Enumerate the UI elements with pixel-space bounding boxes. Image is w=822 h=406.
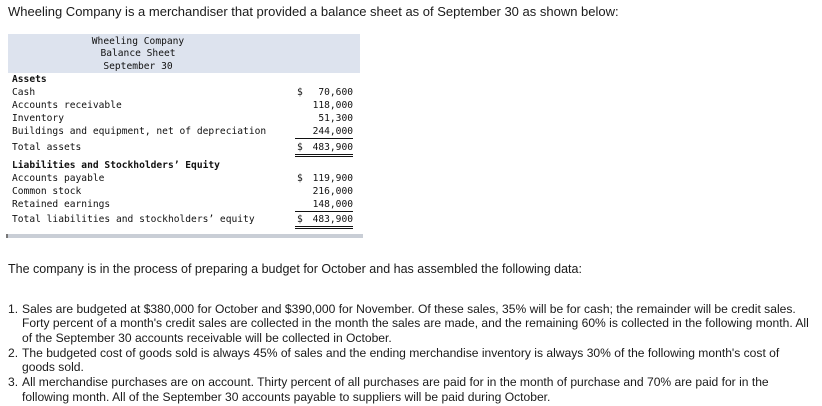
dollar-sign: $ (297, 87, 303, 98)
list-number: 2. (8, 345, 19, 360)
row-amount-total-liabilities (295, 213, 353, 229)
amount-value: 119,900 (312, 173, 353, 184)
list-item-text: Sales are budgeted at $380,000 for October and $390,000 for November. Of these sales, 35% will be for cash; the remainder will be credit sales. Forty percent of a month's credit sales are collected in the month the sales are made, and the remaining 60% is collected in the following month. All of the September 30 accounts receivable will be collected in October. (22, 302, 809, 345)
intro-text: Wheeling Company is a merchandiser that provided a balance sheet as of September 30 as shown below: (8, 4, 619, 19)
row-amount-inventory: 51,300 (318, 113, 353, 124)
row-label-total-assets: Total assets (12, 142, 82, 153)
list-item-text: The budgeted cost of goods sold is always 45% of sales and the ending merchandise inventory is always 30% of the following month's cost of goods sold. (22, 345, 780, 375)
liabilities-header: Liabilities and Stockholders’ Equity (12, 160, 220, 171)
row-label-common-stock: Common stock (12, 186, 82, 197)
row-amount-cash (295, 86, 353, 99)
row-amount-common-stock: 216,000 (312, 186, 353, 197)
table-bottom-bar (6, 234, 363, 238)
row-label-retained-earnings: Retained earnings (12, 199, 111, 210)
company-name: Wheeling Company (91, 36, 185, 47)
statement-date: September 30 (103, 61, 173, 72)
budget-paragraph: The company is in the process of preparing a budget for October and has assembled the following data: (8, 262, 582, 276)
row-label-accounts-payable: Accounts payable (12, 173, 105, 184)
data-list (8, 302, 814, 405)
amount-value: 483,900 (312, 214, 353, 225)
row-amount-buildings: 244,000 (295, 125, 353, 139)
dollar-sign: $ (297, 142, 303, 153)
statement-title: Balance Sheet (100, 48, 176, 59)
row-label-cash: Cash (12, 87, 36, 98)
dollar-sign: $ (297, 173, 303, 184)
amount-value: 70,600 (318, 87, 353, 98)
row-amount-accounts-payable (295, 172, 353, 185)
row-label-buildings: Buildings and equipment, net of depreciation (12, 126, 267, 137)
row-amount-retained-earnings: 148,000 (295, 198, 353, 212)
row-label-accounts-receivable: Accounts receivable (12, 100, 122, 111)
list-item (8, 302, 814, 345)
balance-sheet (8, 34, 360, 225)
assets-header: Assets (12, 74, 47, 85)
row-label-inventory: Inventory (12, 113, 64, 124)
list-number: 3. (8, 375, 19, 390)
dollar-sign: $ (297, 214, 303, 225)
balance-sheet-header (8, 34, 360, 73)
list-item (8, 346, 814, 375)
row-amount-accounts-receivable: 118,000 (312, 100, 353, 111)
list-item-text: All merchandise purchases are on account. Thirty percent of all purchases are paid for in the month of purchase and 70% are paid for in the following month. All of the September 30 accounts payable to suppliers will be paid during October. (22, 375, 769, 404)
list-item (8, 375, 814, 404)
list-number: 1. (8, 302, 19, 316)
amount-value: 483,900 (312, 142, 353, 153)
row-label-total-liabilities: Total liabilities and stockholders’ equity (12, 214, 255, 225)
row-amount-total-assets (295, 141, 353, 157)
